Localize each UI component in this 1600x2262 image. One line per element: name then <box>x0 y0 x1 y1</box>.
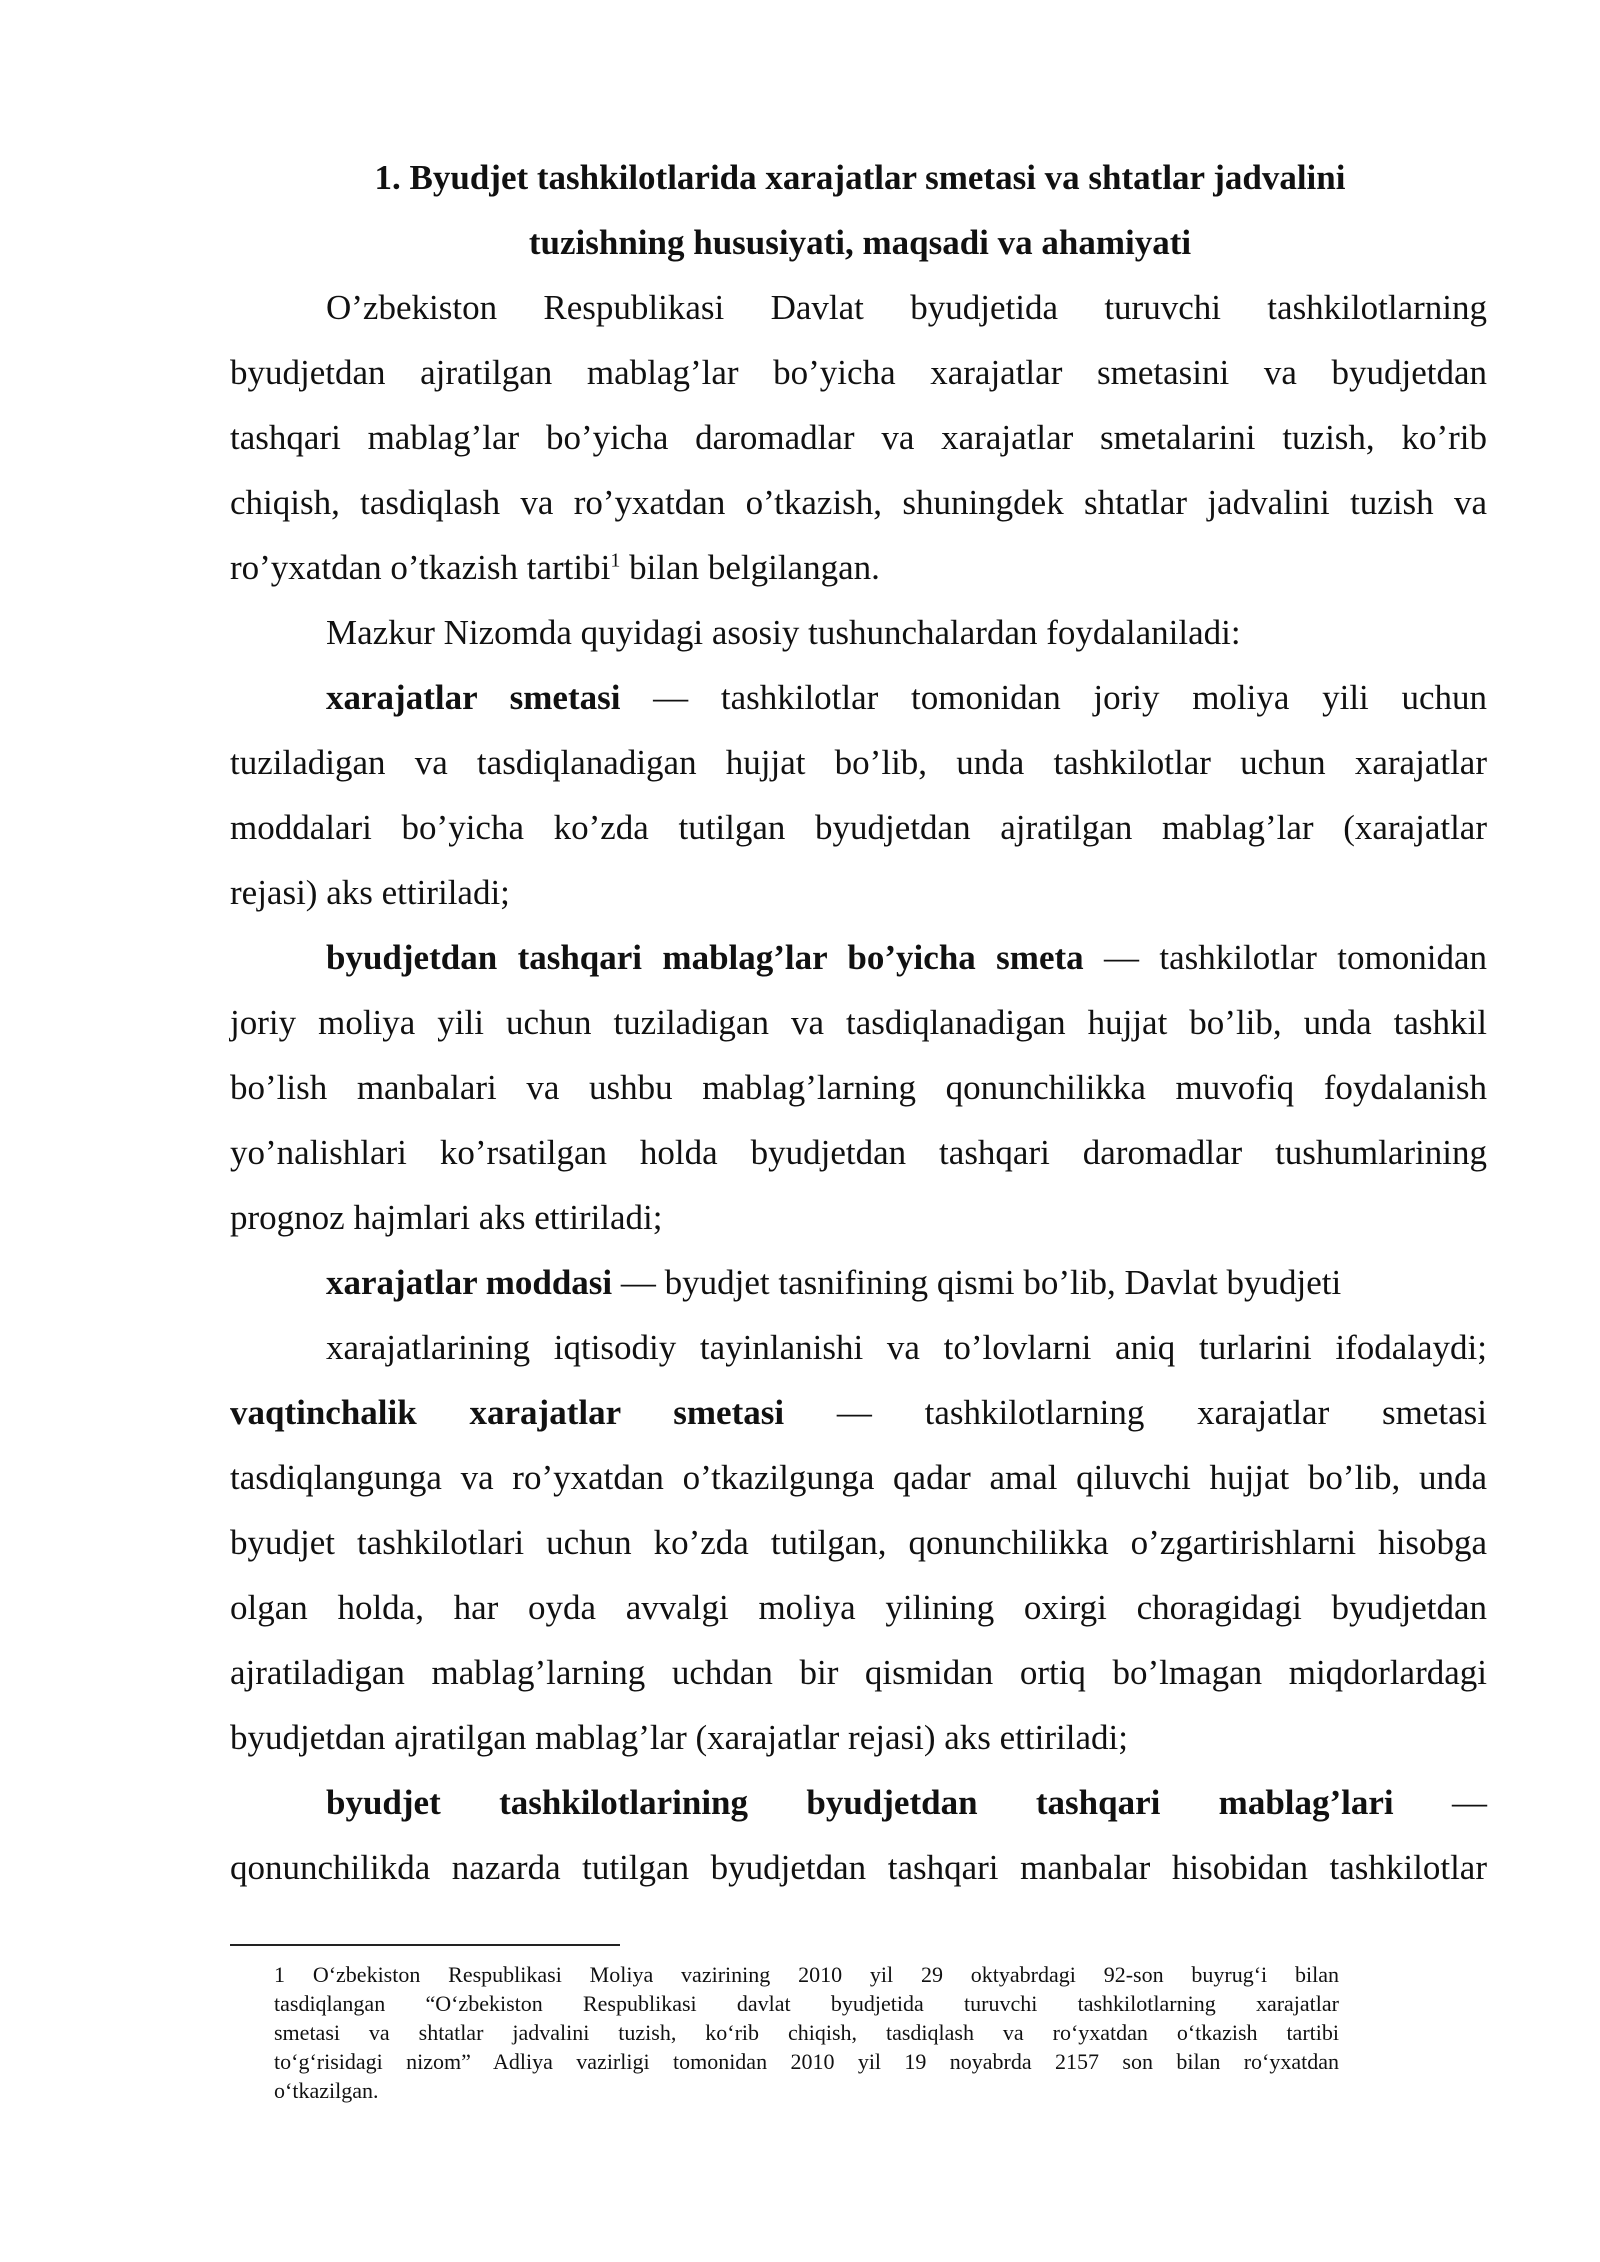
definition-term: byudjet tashkilotlarining byudjetdan tashqari mablag’lari <box>326 1783 1394 1822</box>
body-text: ro’yxatdan o’tkazish tartibi <box>230 548 611 587</box>
definition-line <box>326 678 1487 718</box>
body-line: O’zbekiston Respublikasi Davlat byudjetida turuvchi tashkilotlarning <box>326 288 1487 327</box>
footnote-line: 1 O‘zbekiston Respublikasi Moliya vazirining 2010 yil 29 oktyabrdagi 92-son buyrug‘i bilan <box>274 1962 1339 1987</box>
body-line: chiqish, tasdiqlash va ro’yxatdan o’tkazish, shuningdek shtatlar jadvalini tuzish va <box>230 483 1487 522</box>
body-line: yo’nalishlari ko’rsatilgan holda byudjetdan tashqari daromadlar tushumlarining <box>230 1133 1487 1172</box>
body-line: ajratiladigan mablag’larning uchdan bir qismidan ortiq bo’lmagan miqdorlardagi <box>230 1653 1487 1692</box>
body-line: olgan holda, har oyda avvalgi moliya yilining oxirgi choragidagi byudjetdan <box>230 1588 1487 1627</box>
definition-text: — byudjet tasnifining qismi bo’lib, Davlat byudjeti <box>612 1263 1342 1302</box>
body-line: joriy moliya yili uchun tuziladigan va tasdiqlanadigan hujjat bo’lib, unda tashkil <box>230 1003 1487 1042</box>
definition-text: — tashkilotlar tomonidan joriy moliya yili uchun <box>620 678 1487 717</box>
footnote-reference: 1 <box>610 549 621 572</box>
footnote-line: o‘tkazilgan. <box>274 2078 379 2103</box>
definition-text: — tashkilotlar tomonidan <box>1083 938 1487 977</box>
definition-term: vaqtinchalik xarajatlar smetasi <box>230 1393 785 1432</box>
body-line: Mazkur Nizomda quyidagi asosiy tushunchalardan foydalaniladi: <box>326 613 1241 652</box>
body-line: bo’lish manbalari va ushbu mablag’larning qonunchilikka muvofiq foydalanish <box>230 1068 1487 1107</box>
body-line: tuziladigan va tasdiqlanadigan hujjat bo’lib, unda tashkilotlar uchun xarajatlar <box>230 743 1487 782</box>
definition-line <box>230 1393 1487 1433</box>
body-line: byudjet tashkilotlari uchun ko’zda tutilgan, qonunchilikka o’zgartirishlarni hisobga <box>230 1523 1487 1562</box>
definition-term: xarajatlar smetasi <box>326 678 621 717</box>
body-line: tashqari mablag’lar bo’yicha daromadlar va xarajatlar smetalarini tuzish, ko’rib <box>230 418 1487 457</box>
definition-text: — <box>1393 1783 1488 1822</box>
definition-line <box>326 1263 1487 1303</box>
footnote-line: smetasi va shtatlar jadvalini tuzish, ko‘rib chiqish, tasdiqlash va ro‘yxatdan o‘tkazish tartibi <box>274 2020 1339 2045</box>
body-line: byudjetdan ajratilgan mablag’lar bo’yicha xarajatlar smetasini va byudjetdan <box>230 353 1487 392</box>
body-line <box>230 548 1487 588</box>
body-line: prognoz hajmlari aks ettiriladi; <box>230 1198 663 1237</box>
definition-text: — tashkilotlarning xarajatlar smetasi <box>784 1393 1487 1432</box>
body-text: bilan belgilangan. <box>620 548 880 587</box>
body-line: moddalari bo’yicha ko’zda tutilgan byudjetdan ajratilgan mablag’lar (xarajatlar <box>230 808 1487 847</box>
footnote-line: to‘g‘risidagi nizom” Adliya vazirligi tomonidan 2010 yil 19 noyabrda 2157 son bilan ro‘yxatdan <box>274 2049 1339 2074</box>
definition-term: xarajatlar moddasi <box>326 1263 613 1302</box>
definition-line <box>326 938 1487 978</box>
section-heading-line-2: tuzishning hususiyati, maqsadi va ahamiyati <box>528 223 1192 262</box>
definition-line <box>326 1783 1487 1823</box>
body-line: rejasi) aks ettiriladi; <box>230 873 510 912</box>
body-line: qonunchilikda nazarda tutilgan byudjetdan tashqari manbalar hisobidan tashkilotlar <box>230 1848 1487 1887</box>
body-line: xarajatlarining iqtisodiy tayinlanishi va to’lovlarni aniq turlarini ifodalaydi; <box>326 1328 1487 1367</box>
footnote-line: tasdiqlangan “O‘zbekiston Respublikasi davlat byudjetida turuvchi tashkilotlarning xarajatlar <box>274 1991 1339 2016</box>
definition-term: byudjetdan tashqari mablag’lar bo’yicha smeta <box>326 938 1084 977</box>
section-heading-line-1: 1. Byudjet tashkilotlarida xarajatlar smetasi va shtatlar jadvalini <box>374 158 1346 197</box>
body-line: byudjetdan ajratilgan mablag’lar (xarajatlar rejasi) aks ettiriladi; <box>230 1718 1128 1757</box>
body-line: tasdiqlangunga va ro’yxatdan o’tkazilgunga qadar amal qiluvchi hujjat bo’lib, unda <box>230 1458 1487 1497</box>
footnote-separator <box>230 1944 620 1946</box>
